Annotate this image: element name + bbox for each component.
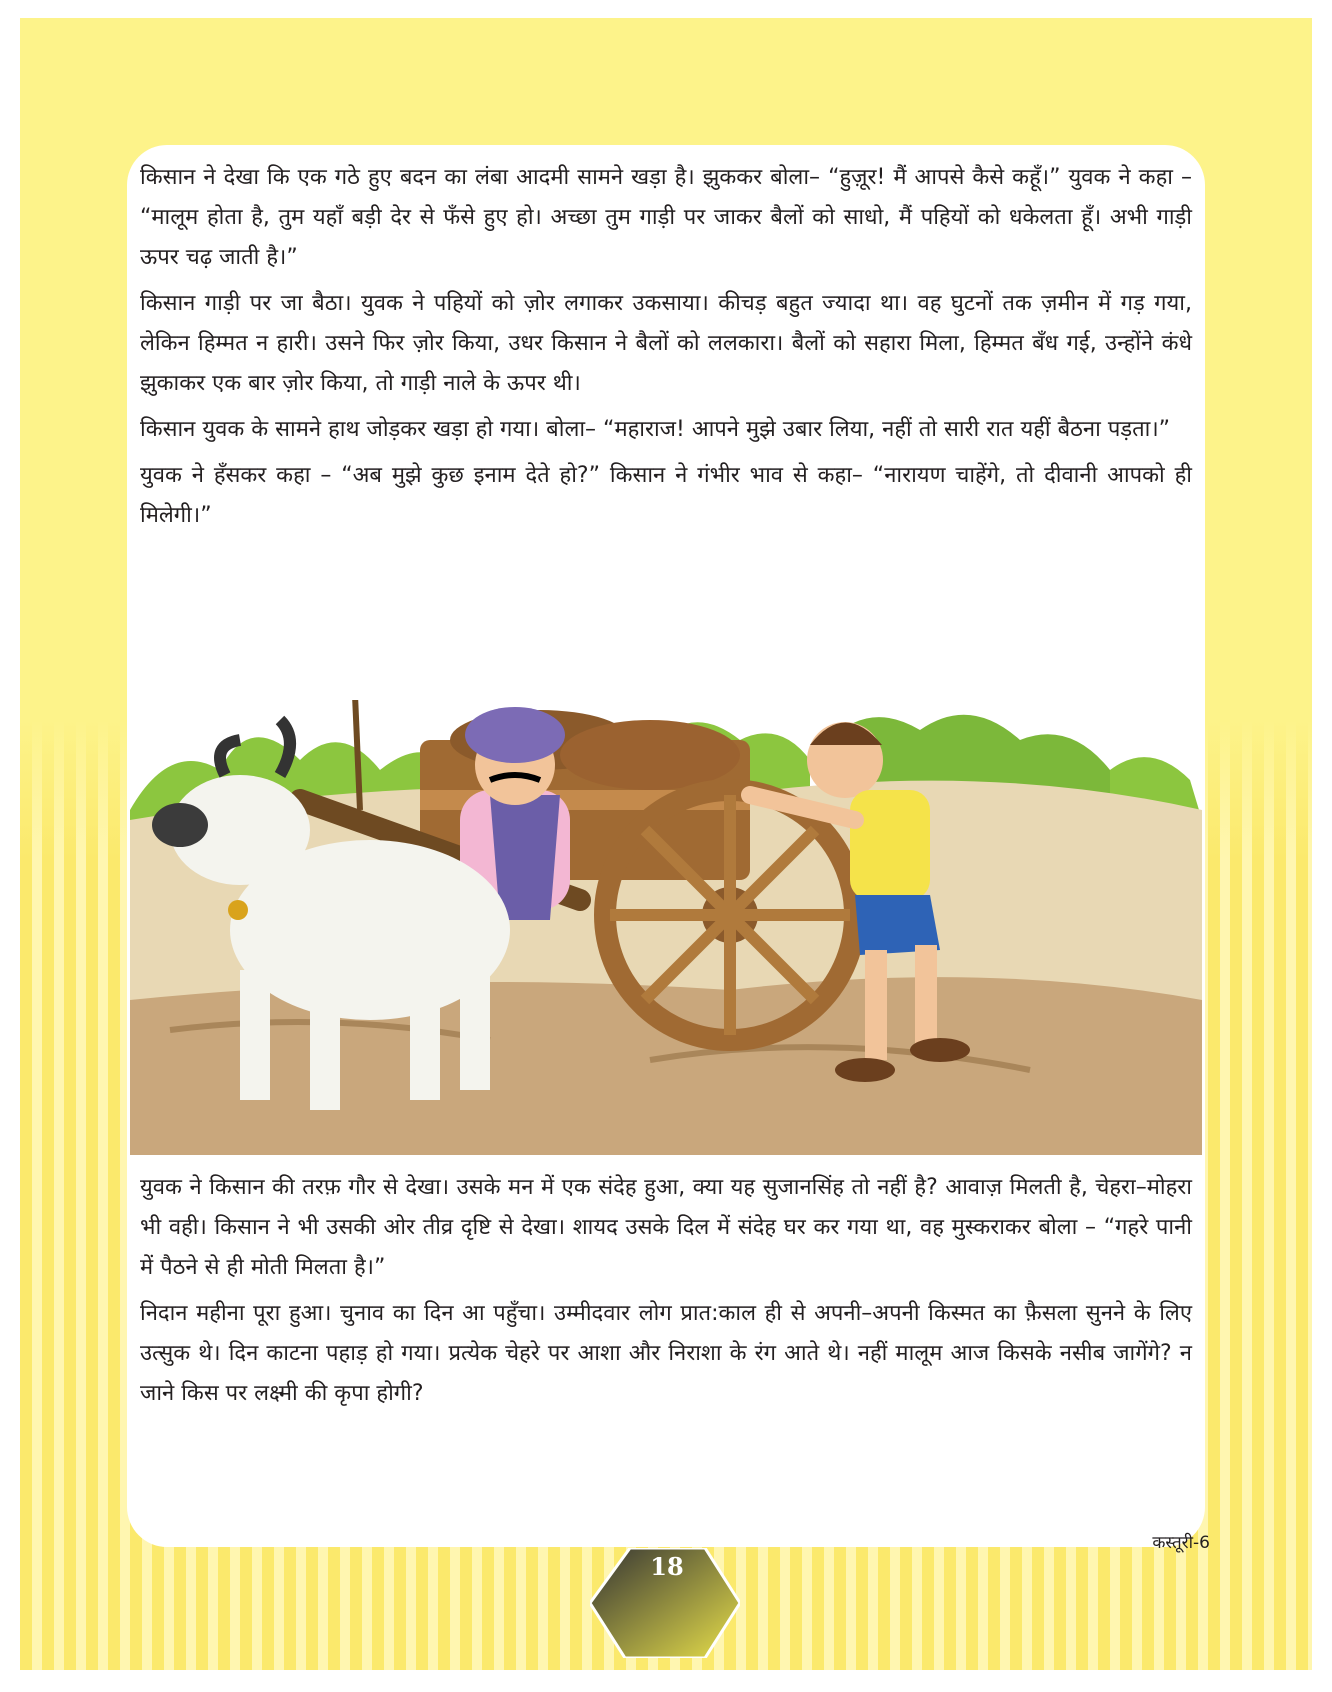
page-number: 18	[650, 1552, 684, 1581]
paragraph-5: युवक ने किसान की तरफ़ गौर से देखा। उसके मन में एक संदेह हुआ, क्या यह सुजानसिंह तो नहीं है? आवाज़ मिलती है, चेहरा–मोहरा भी वही। किसान ने भी उसकी ओर तीव्र दृष्टि से देखा। शायद उसके दिल में संदेह घर कर गया था, वह मुस्कराकर बोला – “गहरे पानी में पैठने से ही मोती मिलता है।”	[140, 1175, 1192, 1280]
paragraph-2: किसान गाड़ी पर जा बैठा। युवक ने पहियों को ज़ोर लगाकर उकसाया। कीचड़ बहुत ज्यादा था। वह घुटनों तक ज़मीन में गड़ गया, लेकिन हिम्मत न हारी। उसने फिर ज़ोर किया, उधर किसान ने बैलों को ललकारा। बैलों को सहारा मिला, हिम्मत बँध गई, उन्होंने कंधे झुकाकर एक बार ज़ोर किया, तो गाड़ी नाले के ऊपर थी।	[140, 291, 1192, 396]
paragraph-6: निदान महीना पूरा हुआ। चुनाव का दिन आ पहुँचा। उम्मीदवार लोग प्रात:काल ही से अपनी–अपनी किस्मत का फ़ैसला सुनने के लिए उत्सुक थे। दिन काटना पहाड़ हो गया। प्रत्येक चेहरे पर आशा और निराशा के रंग आते थे। नहीं मालूम आज किसके नसीब जागेंगे? न जाने किस पर लक्ष्मी की कृपा होगी?	[140, 1301, 1192, 1406]
book-label: कस्तूरी-6	[1152, 1533, 1210, 1553]
story-text-top	[140, 158, 1192, 542]
paragraph-3: किसान युवक के सामने हाथ जोड़कर खड़ा हो गया। बोला– “महाराज! आपने मुझे उबार लिया, नहीं तो सारी रात यहीं बैठना पड़ता।”	[140, 417, 1171, 442]
story-text-bottom	[140, 1168, 1192, 1420]
paragraph-1: किसान ने देखा कि एक गठे हुए बदन का लंबा आदमी सामने खड़ा है। झुककर बोला– “हुज़ूर! मैं आपसे कैसे कहूँ।” युवक ने कहा – “मालूम होता है, तुम यहाँ बड़ी देर से फँसे हुए हो। अच्छा तुम गाड़ी पर जाकर बैलों को साधो, मैं पहियों को धकेलता हूँ। अभी गाड़ी ऊपर चढ़ जाती है।”	[140, 165, 1192, 270]
paragraph-4: युवक ने हँसकर कहा – “अब मुझे कुछ इनाम देते हो?” किसान ने गंभीर भाव से कहा– “नारायण चाहेंगे, तो दीवानी आपको ही मिलेगी।”	[140, 463, 1192, 528]
farmer-cart-illustration	[130, 700, 1202, 1155]
